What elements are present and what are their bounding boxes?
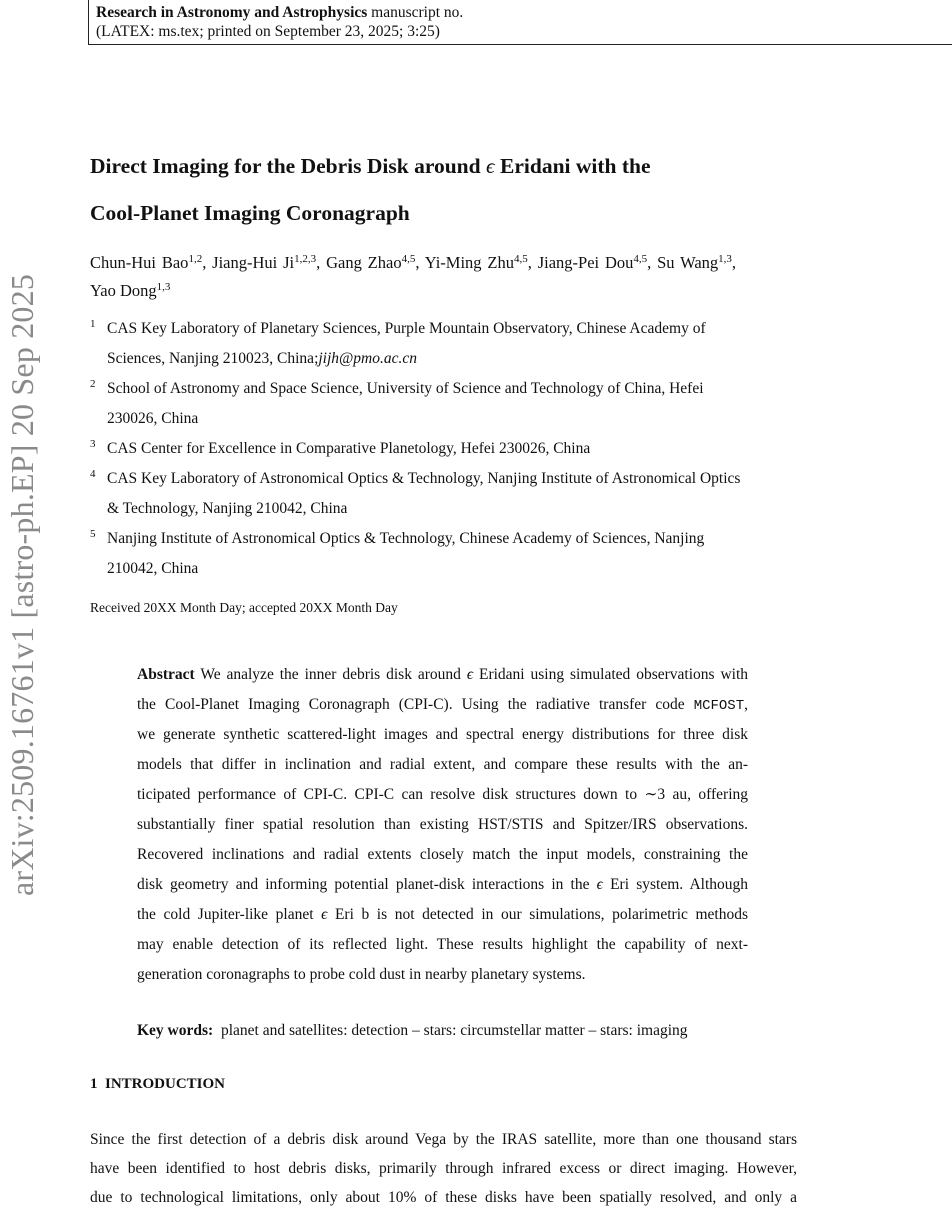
keywords-label: Key words: xyxy=(137,1022,214,1039)
abstract-text: ticipated performance of CPI-C. CPI-C can resolve disk structures down to ∼3 au, offering xyxy=(137,786,748,803)
journal-name: Research in Astronomy and Astrophysics xyxy=(96,4,368,21)
author-name: Yi-Ming Zhu xyxy=(424,253,514,272)
introduction-text xyxy=(90,1125,797,1212)
affiliation xyxy=(90,434,800,464)
manuscript-header xyxy=(88,0,952,45)
abstract-line xyxy=(137,780,748,810)
affiliation-number: 1 xyxy=(90,318,96,330)
author-affiliation-marker: 4,5 xyxy=(633,253,648,265)
affiliation-line: Nanjing Institute of Astronomical Optics & Technology, Chinese Academy of Sciences, Nanjing xyxy=(107,530,705,547)
abstract-line xyxy=(137,840,748,870)
abstract-text: the cold Jupiter-like planet xyxy=(137,906,322,923)
affiliation xyxy=(90,524,800,584)
section-number: 1 xyxy=(90,1076,98,1092)
affiliation-line: CAS Center for Excellence in Comparative Planetology, Hefei 230026, China xyxy=(107,440,591,457)
abstract-text: Eridani using simulated observations with xyxy=(473,666,749,683)
title-epsilon: ϵ xyxy=(485,154,495,178)
abstract-label: Abstract xyxy=(137,666,195,683)
abstract-line xyxy=(137,960,748,990)
affiliation-line: 210042, China xyxy=(107,560,199,577)
section-title: INTRODUCTION xyxy=(105,1076,226,1092)
abstract-text: the Cool-Planet Imaging Coronagraph (CPI-C). Using the radiative transfer code xyxy=(137,696,694,713)
author-name: Jiang-Pei Dou xyxy=(537,253,634,272)
math-symbol: ϵ xyxy=(596,876,603,893)
intro-line: have been identified to host debris disks, primarily through infrared excess or direct imaging. However, xyxy=(90,1160,797,1177)
author-affiliation-marker: 1,2,3 xyxy=(294,253,317,265)
paper-title xyxy=(90,143,651,237)
affiliation-number: 3 xyxy=(90,438,96,450)
affiliation xyxy=(90,464,800,524)
intro-line: due to technological limitations, only about 10% of these disks have been spatially resolved, and only a xyxy=(90,1189,797,1206)
abstract-line xyxy=(137,690,748,720)
affiliation-text: Sciences, Nanjing 210023, China; xyxy=(107,350,319,367)
affiliation-line: CAS Key Laboratory of Planetary Sciences, Purple Mountain Observatory, Chinese Academy of xyxy=(107,320,706,337)
title-line2: Cool-Planet Imaging Coronagraph xyxy=(90,201,410,225)
keywords-text: planet and satellites: detection – stars: circumstellar matter – stars: imaging xyxy=(213,1022,688,1039)
received-date: Received 20XX Month Day; accepted 20XX Month Day xyxy=(90,600,398,615)
affiliation-line xyxy=(107,344,800,374)
affiliation-number: 5 xyxy=(90,528,96,540)
section-heading xyxy=(90,1076,225,1093)
abstract-line xyxy=(137,660,748,690)
affiliation xyxy=(90,374,800,434)
intro-line: Since the first detection of a debris disk around Vega by the IRAS satellite, more than one thousand stars xyxy=(90,1131,797,1148)
affiliation-list xyxy=(90,314,800,584)
abstract-text: substantially finer spatial resolution than existing HST/STIS and Spitzer/IRS observations. xyxy=(137,816,748,833)
abstract xyxy=(137,660,748,990)
affiliation-number: 2 xyxy=(90,378,96,390)
abstract-text: Recovered inclinations and radial extents closely match the input models, constraining the xyxy=(137,846,748,863)
abstract-text: generation coronagraphs to probe cold dust in nearby planetary systems. xyxy=(137,966,586,983)
arxiv-identifier[interactable]: arXiv:2509.16761v1 [astro-ph.EP] 20 Sep 2025 xyxy=(4,273,40,897)
abstract-text: models that differ in inclination and radial extent, and compare these results with the an- xyxy=(137,756,748,773)
math-symbol: ϵ xyxy=(466,666,474,683)
affiliation-line: & Technology, Nanjing 210042, China xyxy=(107,500,348,517)
title-line1-a: Direct Imaging for the Debris Disk around xyxy=(90,154,486,178)
abstract-text: we generate synthetic scattered-light images and spectral energy distributions for three disk xyxy=(137,726,748,743)
author-name: Gang Zhao xyxy=(326,253,402,272)
code-name: MCFOST xyxy=(693,698,745,714)
abstract-line xyxy=(137,930,748,960)
abstract-text: Eri system. Although xyxy=(602,876,748,893)
author-name: Jiang-Hui Ji xyxy=(212,253,295,272)
abstract-text: , xyxy=(744,696,748,713)
affiliation-line: School of Astronomy and Space Science, University of Science and Technology of China, Hefei xyxy=(107,380,704,397)
affiliation-line: CAS Key Laboratory of Astronomical Optics & Technology, Nanjing Institute of Astronomical Optics xyxy=(107,470,741,487)
author-affiliation-marker: 1,3 xyxy=(718,253,732,265)
manuscript-label: manuscript no. xyxy=(367,4,464,21)
keywords xyxy=(137,1022,688,1040)
author-name: Yao Dong xyxy=(90,281,157,300)
abstract-text: Eri b is not detected in our simulations, polarimetric methods xyxy=(327,906,748,923)
author-affiliation-marker: 1,2 xyxy=(188,253,203,265)
affiliation-number: 4 xyxy=(90,468,96,480)
abstract-line xyxy=(137,720,748,750)
print-info: (LATEX: ms.tex; printed on September 23, 2025; 3:25) xyxy=(96,23,440,40)
title-line1-b: Eridani with the xyxy=(494,154,651,178)
author-affiliation-marker: 4,5 xyxy=(513,253,528,265)
abstract-line xyxy=(137,750,748,780)
author-name: Su Wang xyxy=(657,253,719,272)
abstract-line xyxy=(137,900,748,930)
abstract-line xyxy=(137,870,748,900)
abstract-line xyxy=(137,810,748,840)
author-affiliation-marker: 1,3 xyxy=(156,281,171,293)
author-list: Chun-Hui Bao$^{1,2}$, Jiang-Hui Ji$^{1,2,3}$, Gang Zhao$^{4,5}$, Yi-Ming Zhu$^{4,5}$, Jiang-Pei Dou$^{4,5}$, Su Wang$^{1,3}$, Yao Dong$^{1,3}$ xyxy=(90,253,737,300)
author-name: Chun-Hui Bao xyxy=(90,253,189,272)
abstract-text: We analyze the inner debris disk around xyxy=(194,666,467,683)
abstract-text: disk geometry and informing potential planet-disk interactions in the xyxy=(137,876,597,893)
abstract-text: may enable detection of its reflected light. These results highlight the capability of next- xyxy=(137,936,748,953)
email-address: jijh@pmo.ac.cn xyxy=(318,350,418,367)
author-affiliation-marker: 4,5 xyxy=(401,253,416,265)
affiliation xyxy=(90,314,800,374)
math-symbol: ϵ xyxy=(321,906,328,923)
affiliation-line: 230026, China xyxy=(107,410,199,427)
